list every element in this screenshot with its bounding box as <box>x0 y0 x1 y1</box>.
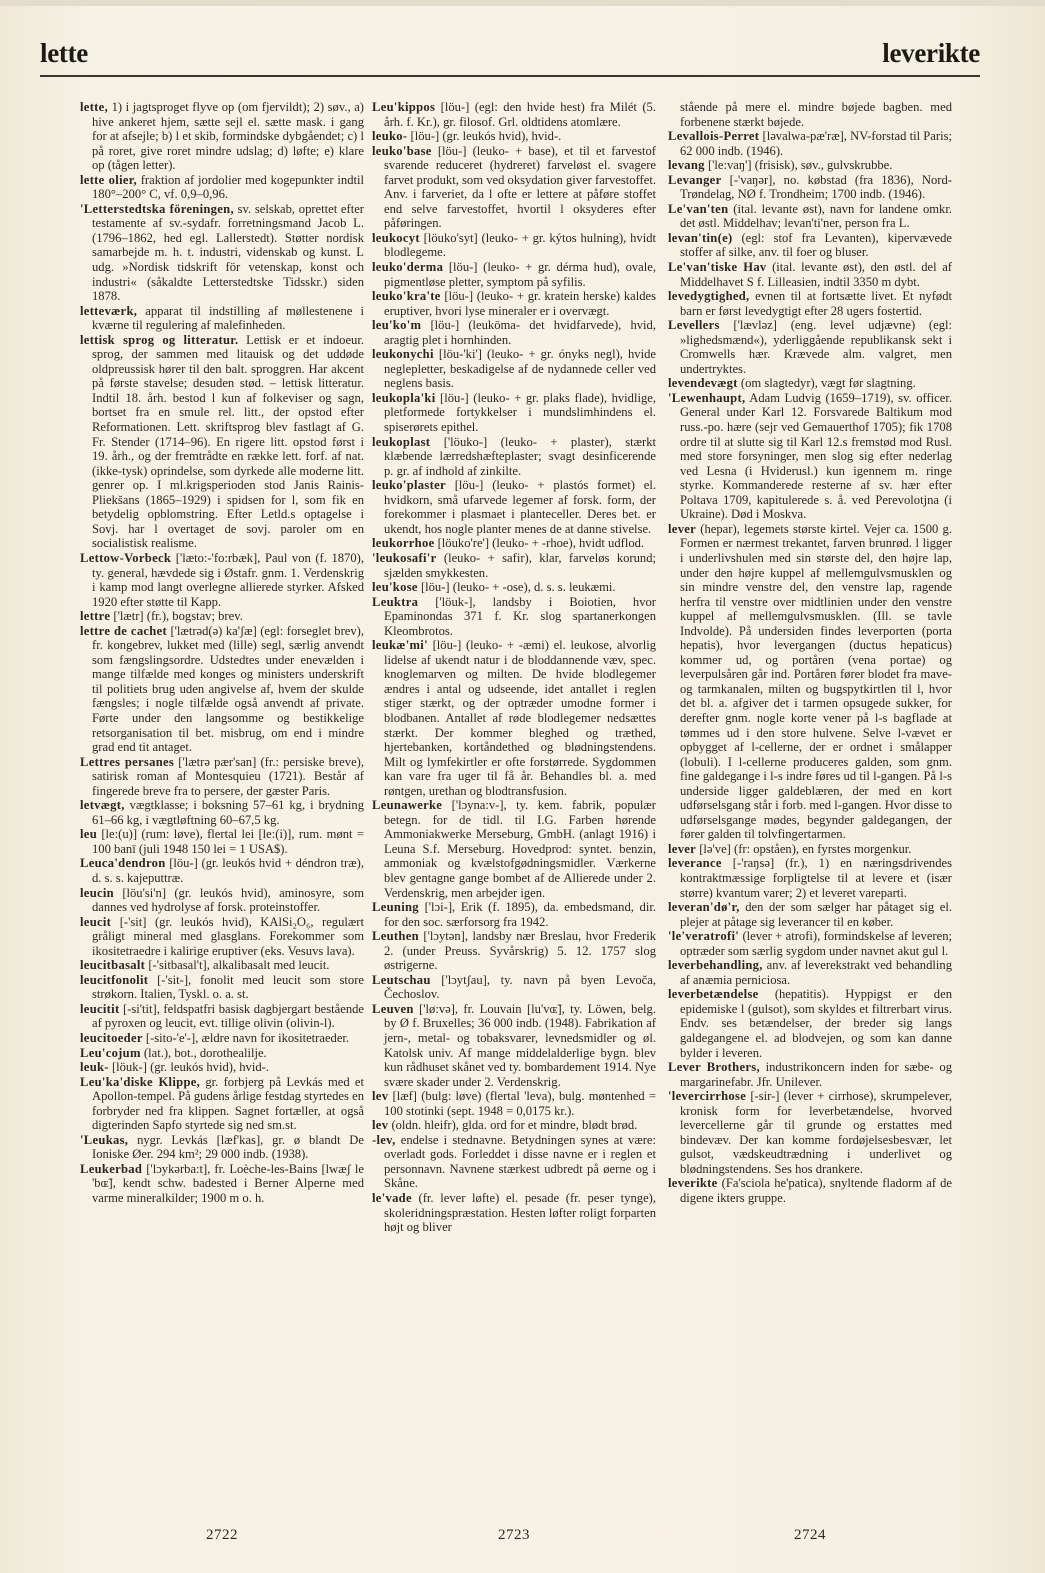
entry-definition: [löu-] (leuko- + gr. plaks flade), hvidlige, pletformede fortykkelser i mundslimhindens el. spiserørets epithel. <box>384 390 656 435</box>
entry-definition: [löuko're'] (leuko- + -rhoe), hvidt udflod. <box>434 536 645 551</box>
entry-definition: Adam Ludvig (1659–1719), sv. officer. General under Karl 12. Forsvarede Baltikum mod russ.-po. hære (sejr ved Gemauerthof 1705); fik 1708 ordre til at slutte sig til Karl 12.s fremstød mod Rusl. med store forsyninger, men slog sig efter nederlag ved Lesna (i Hviderusl.) kun igennem m. ringe styrke. Kommanderede resterne af sv. hær efter Poltava 1709, kapitulerede s. å. ved Perevolotjna (i Ukraine). Død i Moskva. <box>680 390 952 522</box>
entry-headword: leucitit <box>80 1001 120 1016</box>
dictionary-entry <box>372 318 656 347</box>
entry-headword: Leuthen <box>372 929 419 944</box>
entry-definition: nygr. Levkás [læf'kas], gr. ø blandt De Ioniske Øer. 294 km²; 29 000 indb. (1938). <box>92 1132 364 1162</box>
page-number-right: 2724 <box>794 1527 826 1543</box>
running-header <box>40 38 980 78</box>
entry-headword: leukopla'ki <box>372 390 436 405</box>
entry-definition: (hepatitis). Hyppigst er den epidemiske l (gulsot), som skyldes et filtrerbart virus. Endv. ses betændelser, der breder sig langs galdegangene el. ad blodvejen, og som kan danne bylder i leveren. <box>680 987 952 1060</box>
entry-definition: ['löuko-] (leuko- + plaster), stærkt klæbende lærredshæfteplaster; svagt desinficerende p. gr. af indhold af zinkilte. <box>384 434 656 478</box>
dictionary-entry <box>668 100 952 129</box>
entry-headword: -lev, <box>372 1132 396 1147</box>
entry-headword: leucit <box>80 914 112 929</box>
entry-headword: 'Lewenhaupt, <box>668 390 746 405</box>
entry-headword: leuk- <box>80 1060 109 1075</box>
dictionary-entry <box>372 435 656 479</box>
entry-headword: leu <box>80 827 97 842</box>
page-number-middle: 2723 <box>498 1527 530 1543</box>
entry-headword: 'Leukas, <box>80 1132 129 1147</box>
dictionary-entry <box>80 100 364 173</box>
entry-headword: Lettow-Vorbeck <box>80 550 172 565</box>
entry-headword: leuko'kra'te <box>372 289 441 304</box>
dictionary-entry <box>80 755 364 799</box>
entry-definition: stående på mere el. mindre bøjede bagben. med forbenene stærkt bøjede. <box>680 100 952 129</box>
dictionary-entry <box>668 318 952 376</box>
entry-definition: ['lætrə pær'san] (fr.: persiske breve), satirisk roman af Montesquieu (1721). Består af fingerede breve fra to persere, der gæster Paris. <box>92 754 364 798</box>
entry-headword: lettre <box>80 609 111 624</box>
column-2 <box>372 100 656 1235</box>
entry-headword: leukoplast <box>372 434 431 449</box>
dictionary-entry <box>372 929 656 973</box>
dictionary-entry <box>80 624 364 755</box>
dictionary-entry <box>80 1031 364 1046</box>
entry-definition: [löuk-] (gr. leukós hvid), hvid-. <box>108 1060 269 1075</box>
dictionary-entry <box>80 173 364 202</box>
entry-headword: 'Letterstedtska föreningen, <box>80 201 234 216</box>
entry-definition: endelse i stednavne. Betydningen synes at være: overladt gods. Forleddet i disse navne er i reglen et personnavn. Navnene stærkest udbredt på øerne og i Skåne. <box>384 1132 656 1191</box>
dictionary-entry <box>372 900 656 929</box>
entry-definition: Lettisk er et indoeur. sprog, der sammen med litauisk og det uddøde oldpreussisk hører til den balt. sproggren. Har akcent på første stavelse; desuden stød. – lettisk litteratur. Indtil 18. årh. bestod l kun af folkeviser og sagn, bortset fra en smule rel. litt., der opstod efter Reformationen. Lett. skriftsprog blev fastlagt af G. Fr. Stender (1714–96). En rigere litt. opstod først i 19. årh., og der fremtrådte en række lett. forf. af nat. (ikke-tysk) oprindelse, som dyrkede alle moderne litt. genrer op. I ml.krigsperioden stod Janis Rainis-Pliekšans (1865–1929) i spidsen for l, som fik en betydelig opblomstring. Efter Letld.s optagelse i Sovj. har l overtaget de sovj. paroler om en socialistisk realisme. <box>92 332 364 551</box>
entry-definition: (fr. lever løfte) el. pesade (fr. peser tynge), skoleridningspræstation. Hesten løfter roligt forparten højt og bliver <box>384 1191 656 1235</box>
entry-headword: lettre de cachet <box>80 623 167 638</box>
entry-definition: [löu-] (gr. leukós hvid), hvid-. <box>407 129 562 144</box>
entry-headword: lettisk sprog og litteratur. <box>80 332 239 347</box>
entry-definition: [löu-] (leukōma- det hvidfarvede), hvid, aragtig plet i hornhinden. <box>384 318 656 347</box>
entry-headword: letteværk, <box>80 303 138 318</box>
entry-definition: den der som sælger har påtaget sig el. plejer at påtage sig leverancer til en køber. <box>680 900 952 929</box>
entry-definition: [löu-] (leuko- + -ose), d. s. s. leukæmi. <box>417 580 616 595</box>
dictionary-entry <box>372 231 656 260</box>
dictionary-entry <box>80 973 364 1002</box>
entry-definition: apparat til indstilling af møllestenene i kværne til regulering af malefinheden. <box>92 303 364 333</box>
entry-definition: [löu-] (leuko- + base), et til et farvestof svarende reduceret (hydreret) farveløst el. svagere farvet produkt, som ved oksydation giver farvestoffet. Anv. i farveriet, da l ofte er lettere at påføre stoffet end selve farvestoffet, hvortil l oksyderes efter påføringen. <box>384 143 656 231</box>
page-number-left: 2722 <box>206 1527 238 1543</box>
entry-definition: [-'sit-], fonolit med leucit som store strøkorn. Italien, Tyskl. o. a. st. <box>92 972 364 1002</box>
entry-definition: sv. selskab, oprettet efter testamente af sv.-sydafr. forretningsmand Jacob L. (1796–1862, hed egl. Lallerstedt). Støtter nordisk samarbejde m. h. t. industri, videnskab og kunst. L udg. »Nordisk tidskrift för vetenskap, konst och industri« (såkaldte Letterstedtske Tidsskr.) siden 1878. <box>92 201 364 304</box>
entry-definition: industrikoncern inden for sæbe- og margarinefabr. Jfr. Unilever. <box>680 1060 952 1089</box>
entry-definition: ['lætrəd(ə) ka'ʃæ] (egl: forseglet brev), fr. kongebrev, lukket med (lille) segl, særlig anvendt som fængslingsordre. Udstedtes under enevælden i mange tilfælde med konges og ministers underskrift til politiets brug uden angivelse af, hvem der skulde fængsles; i nogle tilfælde også anvendt af private. Førte under den langsomme og bestikkelige retsorganisation til bet. misbrug, om end i mindre grad end tit antaget. <box>92 623 364 755</box>
dictionary-entry <box>668 202 952 231</box>
entry-headword: leverance <box>668 856 722 871</box>
dictionary-entry <box>372 1118 656 1133</box>
entry-headword: leukæ'mi' <box>372 638 428 653</box>
guide-word-right: leverikte <box>882 38 980 68</box>
dictionary-entry <box>668 1060 952 1089</box>
entry-definition: ['lø:və], fr. Louvain [lu'vɶ̃], ty. Löwen, belg. by Ø f. Bruxelles; 36 000 indb. (1948). Fabrikation af jern-, metal- og tobaksvarer, levnedsmidler og øl. Katolsk univ. Af mange middelalderlige bygn. blev kun rådhuset skånet ved ty. bombardement 1914. Nye svære skader under 2. Verdenskrig. <box>384 1001 656 1089</box>
entry-headword: le'vade <box>372 1191 412 1206</box>
dictionary-entry <box>668 391 952 522</box>
entry-headword: levan'tin(e) <box>668 230 733 245</box>
entry-definition: [-'raŋsə] (fr.), 1) en næringsdrivendes kontraktmæssige forpligtelse til at levere et (især større) kvantum varer; 2) et leveret vareparti. <box>680 856 952 900</box>
header-rule <box>40 75 980 77</box>
entry-headword: leverbetændelse <box>668 987 759 1002</box>
entry-headword: leuko'plaster <box>372 478 446 493</box>
entry-headword: Le'van'tiske Hav <box>668 260 767 275</box>
dictionary-entry <box>80 827 364 856</box>
dictionary-entry <box>80 798 364 827</box>
dictionary-entry <box>80 1060 364 1075</box>
entry-definition: [-sir-] (lever + cirrhose), skrumpelever, kronisk form for leverbetændelse, hvorved levercellerne går til grunde og erstattes med bindevæv. Der kan komme fordøjelsesbesvær, let gulsot, vædskeudtrædning i underlivet og blødningstendens. Ses hos drankere. <box>680 1089 952 1176</box>
entry-headword: Levellers <box>668 318 720 333</box>
dictionary-entry <box>668 173 952 202</box>
entry-headword: Leuning <box>372 900 419 915</box>
entry-headword: lever <box>668 841 697 856</box>
dictionary-entry <box>372 478 656 536</box>
dictionary-entry <box>372 1133 656 1191</box>
entry-headword: leuko'derma <box>372 260 444 275</box>
entry-headword: Leutschau <box>372 972 431 987</box>
entry-definition: [löu-] (gr. leukós hvid + déndron træ), d. s. s. kajeputtræ. <box>92 856 364 885</box>
entry-headword: lette, <box>80 100 109 114</box>
dictionary-entry <box>668 129 952 158</box>
dictionary-entry <box>668 900 952 929</box>
dictionary-entry <box>80 202 364 304</box>
dictionary-entry <box>80 1133 364 1162</box>
dictionary-entry <box>372 551 656 580</box>
dictionary-entry <box>372 129 656 144</box>
entry-definition: [læf] (bulg: løve) (flertal 'leva), bulg. møntenhed = 100 stotinki (sept. 1948 = 0,0175 kr.). <box>384 1089 656 1118</box>
entry-definition: ['læto:-'fo:rbæk], Paul von (f. 1870), ty. general, hævdede sig i Østafr. gnm. 1. Verdenskrig i kamp mod langt overlegne allierede styrker. Afsked 1920 efter støtte til Kapp. <box>92 550 364 609</box>
entry-headword: Leuven <box>372 1001 414 1016</box>
dictionary-entry <box>372 798 656 900</box>
dictionary-entry <box>372 595 656 639</box>
dictionary-entry <box>668 158 952 173</box>
entry-definition: [-'sitbasal't], alkalibasalt med leucit. <box>145 958 330 973</box>
dictionary-entry <box>668 260 952 289</box>
entry-headword: 'leukosafi'r <box>372 550 437 565</box>
dictionary-entry <box>80 1075 364 1133</box>
dictionary-entry <box>372 536 656 551</box>
dictionary-entry <box>372 638 656 798</box>
dictionary-entry <box>668 231 952 260</box>
dictionary-entry <box>80 551 364 609</box>
entry-headword: leukocyt <box>372 230 420 245</box>
entry-definition: [-si'tit], feldspatfri basisk dagbjergart bestående af pyroxen og leucit, evt. tillige olivin (olivin-l). <box>92 1001 364 1031</box>
entry-definition: (ital. levante øst), den østl. del af Middelhavet S f. Lilleasien, indtil 3350 m dybt. <box>680 260 952 289</box>
entry-definition: (egl: stof fra Levanten), kipervævede stoffer af silke, anv. til foer og bluser. <box>680 230 952 260</box>
entry-headword: leukonychi <box>372 347 434 362</box>
entry-headword: leukorrhoe <box>372 536 435 551</box>
entry-headword: leucin <box>80 885 114 900</box>
dictionary-entry <box>80 1002 364 1031</box>
column-3 <box>668 100 952 1206</box>
entry-definition: [ləvalwa-pæ'ræ], NV-forstad til Paris; 62 000 indb. (1946). <box>680 129 952 158</box>
entry-definition: (hepar), legemets største kirtel. Vejer ca. 1500 g. Formen er nærmest trekantet, farven brunrød. l ligger i underlivshulen med sin største del, den højre lap, under den højre kuppel af mellemgulvsmusklen og sin mindre venstre del, den venstre lap, ragende herfra til venstre over midtlinien under den venstre kuppel af mellemgulvsmusklen. (Ill. se tavle Indvolde). På undersiden findes leverporten (porta hepatis), hvor levergangen (ductus hepaticus) kommer ud, og portåren (vena portae) og leverpulsåren går ind. Portåren fører blodet fra mave- og tarmkanalen, milten og bugspytkirtlen til l, hvor det bl. a. afgiver det i tarmen opsugede sukker, for derefter gnm. nogle korte vener på l-s bagflade at tømmes ud i den store hulvene. Selve l-vævet er opbygget af l-cellerne, der er ordnet i smålapper (lobuli). I l-cellerne produceres galden, som gnm. fine galdegange i l-s indre føres ud til l-gangen. På l-s underside ligger galdeblæren, der med en kort udførselsgang står i forb. med l-gangen. Hvor disse to udførselsgange mødes, begynder galdegangen, der fører galden til tolvfingertarmen. <box>680 521 952 842</box>
entry-definition: evnen til at fortsætte livet. Et nyfødt barn er først levedygtigt efter 28 ugers fostertid. <box>680 289 952 318</box>
entry-headword: leuko- <box>372 129 408 144</box>
entry-definition: (ital. levante øst), navn for landene omkr. det østl. Middelhav; levan'ti'ner, person fra L. <box>680 201 952 231</box>
entry-headword: Leuktra <box>372 594 419 609</box>
dictionary-entry <box>80 1046 364 1061</box>
entry-definition: [lə've] (fr: opståen), en fyrstes morgenkur. <box>696 841 912 856</box>
entry-headword: leveran'dø'r, <box>668 900 740 915</box>
entry-definition: vægtklasse; i boksning 57–61 kg, i brydning 61–66 kg, i vægtløftning 60–67,5 kg. <box>92 798 364 827</box>
entry-definition: [löu'si'n] (gr. leukós hvid), aminosyre, som dannes ved hydrolyse af forsk. proteinstoffer. <box>92 885 364 915</box>
entry-definition: 1) i jagtsproget flyve op (om fjervildt); 2) søv., a) hive ankeret hjem, sætte sejl el. sætte mask. i gang for at afsejle; b) l et skib, formindske dybgåendet; c) l på roret, give roret mindre udslag; d) løfte; e) klare op (tågen letter). <box>92 100 364 173</box>
entry-headword: leu'kose <box>372 580 418 595</box>
entry-headword: lev <box>372 1118 389 1133</box>
entry-headword: leucitfonolit <box>80 972 149 987</box>
entry-headword: Leuca'dendron <box>80 856 166 871</box>
entry-headword: levang <box>668 158 705 173</box>
dictionary-entry <box>372 100 656 129</box>
dictionary-entry <box>668 289 952 318</box>
dictionary-entry <box>80 609 364 624</box>
dictionary-entry <box>80 915 364 959</box>
entry-definition: anv. af leverekstrakt ved behandling af anæmia perniciosa. <box>680 958 952 987</box>
dictionary-entry <box>372 347 656 391</box>
guide-word-left: lette <box>40 38 88 68</box>
entry-definition: [le:(u)] (rum: løve), flertal lei [le:(i)], rum. mønt = 100 banī (juli 1948 150 lei = 1 USA$). <box>92 827 364 856</box>
entry-headword: leverbehandling, <box>668 958 763 973</box>
dictionary-entry <box>372 144 656 231</box>
entry-definition: (Fa'sciola he'patica), snyltende fladorm af de digene ikters gruppe. <box>680 1176 952 1206</box>
dictionary-entry <box>668 929 952 958</box>
entry-headword: lever <box>668 521 697 536</box>
entry-definition: ['le:vaŋ'] (frisisk), søv., gulvskrubbe. <box>704 158 893 173</box>
entry-definition: [-'sit] (gr. leukós hvid), KAlSi₂O₆, regulært gråligt mineral med glasglans. Forekommer som ikositetraedre i kalirige eruptiver (eks. Vesuvs lava). <box>92 914 364 958</box>
entry-headword: Levallois-Perret <box>668 129 760 144</box>
dictionary-entry <box>372 391 656 435</box>
entry-definition: ['lætr] (fr.), bogstav; brev. <box>110 609 243 624</box>
entry-headword: leuko'base <box>372 143 432 158</box>
entry-definition: [-'vaŋər], no. købstad (fra 1836), Nord-Trøndelag, NØ f. Trondheim; 1700 indb. (1946). <box>680 172 952 202</box>
dictionary-entry <box>80 1162 364 1206</box>
entry-definition: [löu-'ki'] (leuko- + gr. ónyks negl), hvide neglepletter, beskadigelse af de nydannede celler ved neglens basis. <box>384 347 656 391</box>
dictionary-entry <box>80 886 364 915</box>
entry-definition: (lever + atrofi), formindskelse af leveren; optræder som særlig sygdom under navnet akut gul l. <box>680 929 952 958</box>
entry-definition: ['lɔykərba:t], fr. Loèche-les-Bains [lwæʃ le 'bɶ̃], kendt schw. badested i Berner Alperne med varme mineralkilder; 1900 m o. h. <box>92 1161 364 1206</box>
dictionary-entry <box>668 987 952 1060</box>
dictionary-entry <box>668 958 952 987</box>
dictionary-entry <box>80 856 364 885</box>
entry-headword: Leu'kippos <box>372 100 436 114</box>
dictionary-entry <box>668 842 952 857</box>
entry-headword: Leunawerke <box>372 798 443 813</box>
entry-headword: Leukerbad <box>80 1161 143 1176</box>
dictionary-entry <box>668 1176 952 1205</box>
entry-definition: ['lɔytʃau], ty. navn på byen Levoča, Čechoslov. <box>384 972 656 1002</box>
dictionary-entry <box>372 260 656 289</box>
dictionary-entry <box>668 376 952 391</box>
entry-headword: lette olier, <box>80 172 137 187</box>
dictionary-entry <box>372 1191 656 1235</box>
dictionary-entry <box>372 1002 656 1089</box>
dictionary-entry <box>80 958 364 973</box>
entry-headword: Le'van'ten <box>668 201 729 216</box>
entry-definition: [löu-] (leuko- + -æmi) el. leukose, alvorlig lidelse af ukendt natur i de bloddannende væv, spec. knoglemarven og milten. De hvide blodlegemer ændres i antal og udseende, idet antallet i reglen stiger stærkt, og der optræder umodne former i blodbanen. Antallet af røde blodlegemer nedsættes stærkt. Der kommer bleghed og træthed, hjertebanken, kortåndethed og blødningstendens. Milt og lymfekirtler er ofte forstørrede. Sygdommen kan vare fra uger til få år. Behandles bl. a. med røntgen, urethan og blodtransfusion. <box>384 638 656 798</box>
entry-definition: (om slagtedyr), vægt før slagtning. <box>737 376 916 391</box>
dictionary-entry <box>372 289 656 318</box>
dictionary-entry <box>668 522 952 842</box>
entry-definition: ['lɔyna:v-], ty. kem. fabrik, populær betegn. for de tidl. til I.G. Farben hørende Ammoniakwerke Merseburg, GmbH. (anlagt 1916) i Leuna S.f. Merseburg. Hovedprod: syntet. benzin, ammoniak og kvælstofgødningsmidler. Værkerne blev gentagne gange bombet af de Allierede under 2. Verdenskrig, men arbejder igen. <box>384 798 656 900</box>
entry-definition: ['lɔi-], Erik (f. 1895), da. embedsmand, dir. for den soc. særforsorg fra 1942. <box>384 900 656 929</box>
entry-headword: Lever Brothers, <box>668 1060 760 1075</box>
entry-definition: [löuko'syt] (leuko- + gr. kýtos hulning), hvidt blodlegeme. <box>384 230 656 260</box>
dictionary-entry <box>80 304 364 333</box>
entry-definition: ['lɔytən], landsby nær Breslau, hvor Frederik 2. (under Preuss. Syvårskrig) 5. 12. 1757 slog østrigerne. <box>384 929 656 973</box>
entry-headword: leu'ko'm <box>372 318 422 333</box>
entry-definition: [löu-] (leuko- + gr. dérma hud), ovale, pigmentløse pletter, symptom på syfilis. <box>384 260 656 289</box>
entry-definition: [löu-] (egl: den hvide hest) fra Milét (5. årh. f. Kr.), gr. filosof. Grl. oldtidens atomlære. <box>384 100 656 129</box>
entry-definition: [löu-] (leuko- + gr. kratein herske) kaldes eruptiver, hvori lyse mineraler er i overvægt. <box>384 289 656 318</box>
entry-definition: gr. forbjerg på Levkás med et Apollon-tempel. På gudens årlige festdag styrtedes en forbryder ned fra klippen. Sagnet fortæller, at også digterinden Sapfo styrtede sig ned sm.st. <box>92 1074 364 1133</box>
entry-definition: ['lævləz] (eng. level udjævne) (egl: »lighedsmænd«), yderliggående republikansk sekt i Cromwells hær. Krævede alm. valgret, men undertryktes. <box>680 318 952 376</box>
entry-headword: leucitoeder <box>80 1031 143 1045</box>
dictionary-entry <box>372 580 656 595</box>
column-1 <box>80 100 364 1206</box>
entry-definition: (leuko- + safir), klar, farveløs korund; sjælden smykkesten. <box>384 550 656 580</box>
entry-headword: 'levercirrhose <box>668 1089 747 1104</box>
entry-headword: levendevægt <box>668 376 738 391</box>
entry-definition: (lat.), bot., dorothealilje. <box>140 1045 267 1060</box>
entry-headword: Lettres persanes <box>80 754 175 769</box>
entry-definition: [löu-] (leuko- + plastós formet) el. hvidkorn, små ufarvede legemer af forsk. form, der forekommer i plasmaet i planteceller. Deres bet. er ukendt, hos nogle planter menes de at danne stivelse. <box>384 478 656 536</box>
entry-definition: [-sito-'e'-], ældre navn for ikositetraeder. <box>142 1031 350 1045</box>
entry-headword: leverikte <box>668 1176 718 1191</box>
entry-definition: ['löuk-], landsby i Boiotien, hvor Epaminondas 371 f. Kr. slog spartanerkongen Kleombrotos. <box>384 594 656 638</box>
dictionary-entry <box>80 333 364 551</box>
entry-definition: (oldn. hleifr), glda. ord for et mindre, blødt brød. <box>388 1118 638 1133</box>
scan-edge <box>0 0 1045 6</box>
dictionary-entry <box>372 973 656 1002</box>
entry-headword: letvægt, <box>80 798 125 813</box>
entry-headword: lev <box>372 1089 389 1104</box>
entry-definition: fraktion af jordolier med kogepunkter indtil 180°–200° C, vf. 0,9–0,96. <box>92 172 364 202</box>
dictionary-entry <box>372 1089 656 1118</box>
entry-headword: 'le'veratrofi' <box>668 929 740 944</box>
entry-headword: Leu'cojum <box>80 1045 141 1060</box>
entry-headword: Leu'ka'diske Klippe, <box>80 1074 201 1089</box>
entry-headword: levedygtighed, <box>668 289 750 304</box>
entry-headword: Levanger <box>668 172 722 187</box>
dictionary-entry <box>668 856 952 900</box>
dictionary-entry <box>668 1089 952 1176</box>
entry-headword: leucitbasalt <box>80 958 146 973</box>
